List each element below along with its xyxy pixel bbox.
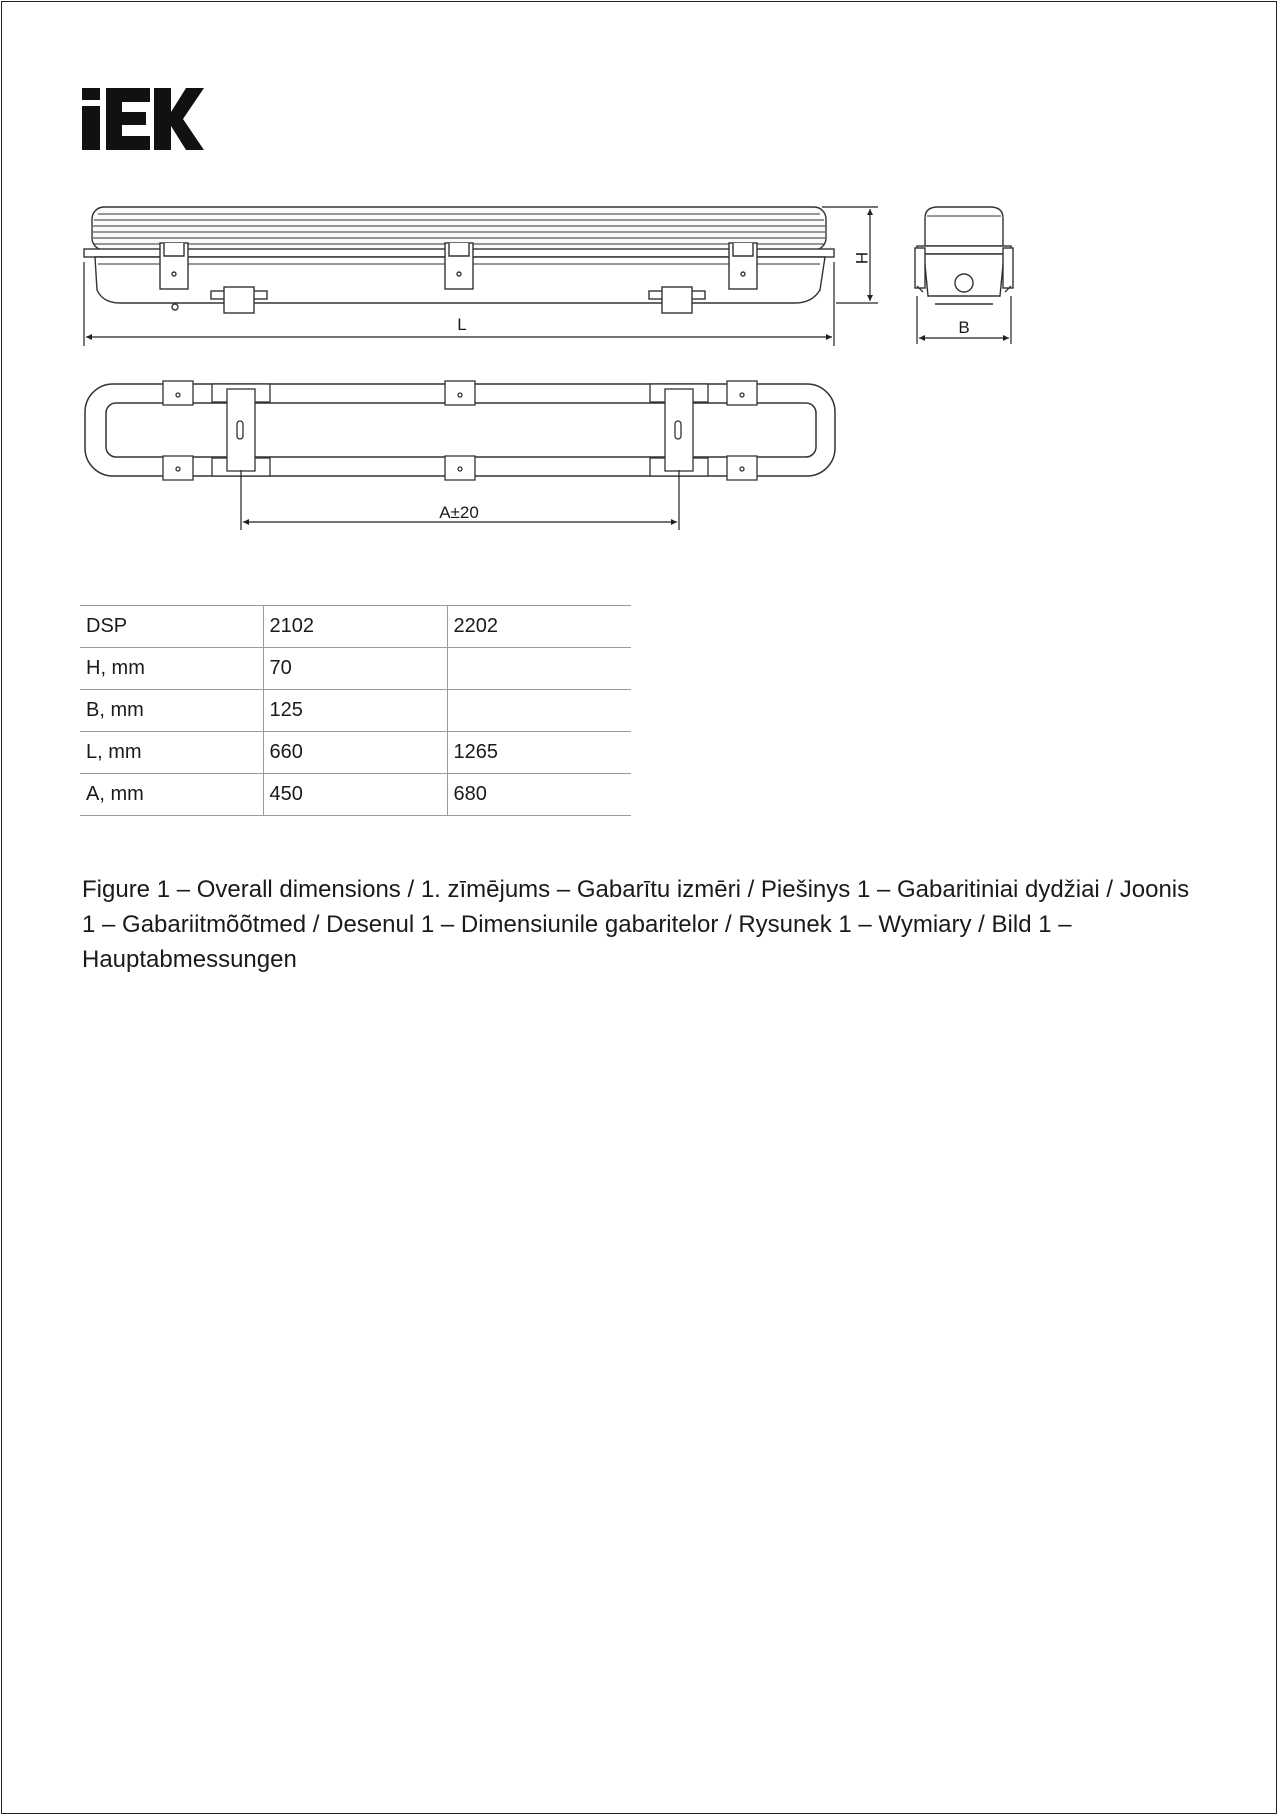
length-label: L [457,315,467,334]
table-cell: 125 [263,690,447,732]
dimensions-table [80,605,631,816]
table-row [80,732,631,774]
table-cell: B, mm [80,690,263,732]
table-cell: 2102 [263,606,447,648]
table-cell [447,648,631,690]
table-row [80,648,631,690]
table-row [80,774,631,816]
table-cell: 660 [263,732,447,774]
height-label: H [852,251,871,265]
table-cell: 450 [263,774,447,816]
figure-caption: Figure 1 – Overall dimensions / 1. zīmējums – Gabarītu izmēri / Piešinys 1 – Gabaritiniai dydžiai / Joonis 1 – Gabariitmõõtmed / Desenul 1 – Dimensiunile gabaritelor / Rysunek 1 – Wymiary / Bild 1 – Hauptabmessungen [82,876,1190,973]
table-row [80,606,631,648]
end-view [915,207,1013,304]
side-view [84,207,834,313]
top-view [85,381,835,480]
table-cell: 70 [263,648,447,690]
width-label: B [958,318,970,337]
table-row [80,690,631,732]
table-cell: L, mm [80,732,263,774]
table-cell: DSP [80,606,263,648]
dimension-drawing [0,0,1280,560]
table-cell [447,690,631,732]
table-cell: H, mm [80,648,263,690]
table-cell: A, mm [80,774,263,816]
mounting-label: A±20 [439,503,479,522]
table-cell: 2202 [447,606,631,648]
table-cell: 680 [447,774,631,816]
table-cell: 1265 [447,732,631,774]
